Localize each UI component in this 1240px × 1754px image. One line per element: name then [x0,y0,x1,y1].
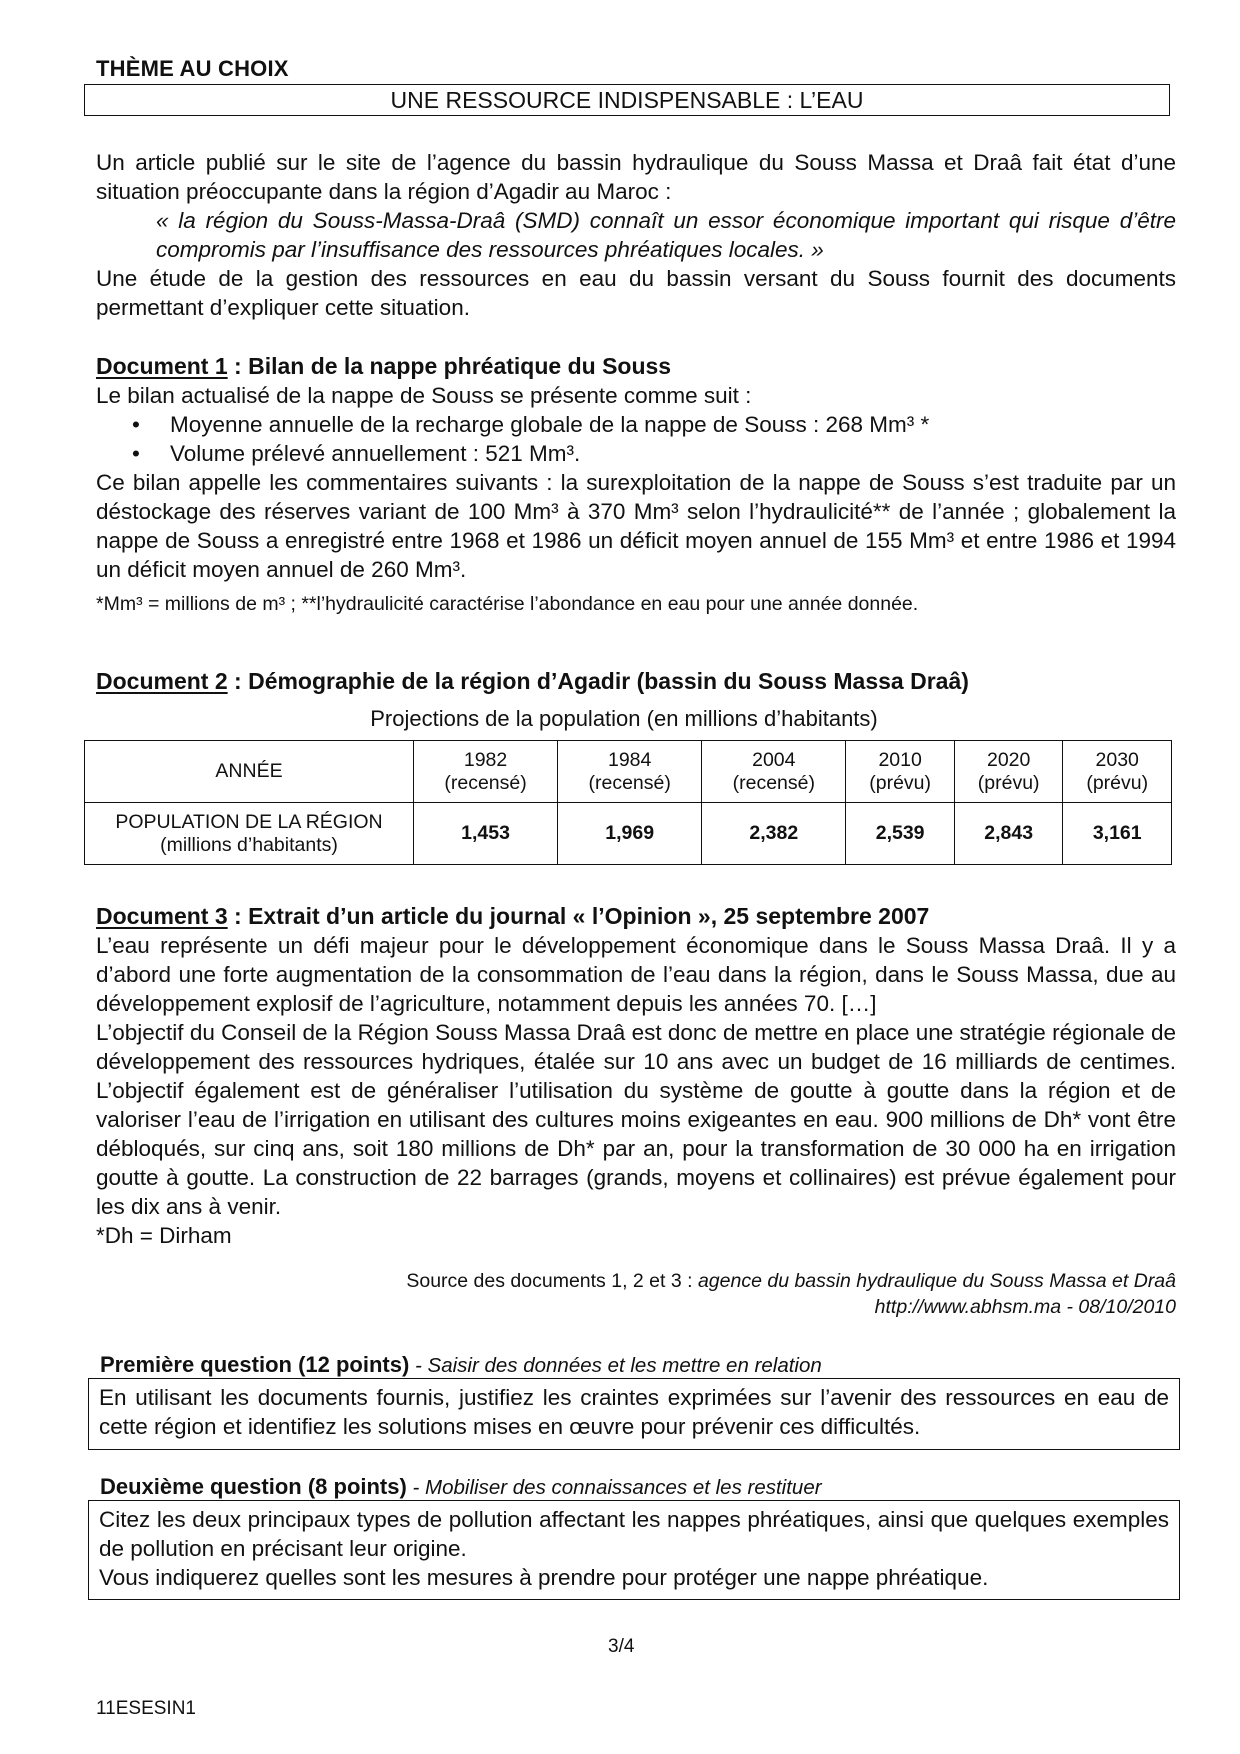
intro-paragraph-2: Une étude de la gestion des ressources en eau du bassin versant du Souss fournit des documents permettant d’expliquer cette situation. [96,266,1176,320]
theme-title-box: UNE RESSOURCE INDISPENSABLE : L’EAU [84,84,1170,116]
year-status: (prévu) [1086,771,1149,794]
doc1-footnote: *Mm³ = millions de m³ ; **l’hydraulicité caractérise l’abondance en eau pour une année donnée. [96,593,919,615]
doc3-paragraph-2: L’objectif du Conseil de la Région Souss Massa Draâ est donc de mettre en place une stratégie régionale de développement des ressources hydriques, étalée sur 10 ans avec un budget de 16 milliards de centimes. L’objectif également est de généraliser l’utilisation du système de goutte à goutte dans la région et de valoriser l’eau de l’irrigation en utilisant des cultures moins exigeantes en eau. 900 millions de Dh* vont être débloqués, sur cinq ans, soit 180 millions de Dh* par an, pour la transformation de 30 000 ha en irrigation goutte à goutte. La construction de 22 barrages (grands, moyens et collinaires) est prévue également pour les dix ans à venir. [96,1020,1176,1219]
q1-subtitle: - Saisir des données et les mettre en relation [409,1354,822,1377]
doc2-caption: Projections de la population (en millions d’habitants) [370,706,878,731]
doc3-title: : Extrait d’un article du journal « l’Opinion », 25 septembre 2007 [227,903,930,929]
document-code: 11ESESIN1 [96,1698,196,1719]
year-label: 2004 [752,748,796,771]
population-value: 2,539 [846,803,955,865]
year-cell [558,741,702,803]
population-header-line: POPULATION DE LA RÉGION [115,810,383,833]
year-label: 2020 [986,748,1031,771]
year-cell [414,741,558,803]
q1-box: En utilisant les documents fournis, justifiez les craintes exprimées sur l’avenir des ressources en eau de cette région et identifiez les solutions mises en œuvre pour prévenir ces difficultés. [88,1378,1180,1450]
population-value: 2,843 [954,803,1063,865]
doc3-heading [96,902,1176,931]
list-item: • Moyenne annuelle de la recharge globale de la nappe de Souss : 268 Mm³ * [96,410,1176,439]
list-item: • Volume prélevé annuellement : 521 Mm³. [96,439,1176,468]
doc2-heading [96,668,969,695]
year-label: 2030 [1095,748,1139,771]
q1-heading [100,1352,822,1378]
table-row [85,803,1172,865]
doc1-lead: Le bilan actualisé de la nappe de Souss se présente comme suit : [96,383,752,408]
year-label: 1984 [607,748,652,771]
doc3-footnote: *Dh = Dirham [96,1223,232,1248]
year-status: (prévu) [977,771,1040,794]
q2-title: Deuxième question (8 points) [100,1474,407,1499]
q2-box [88,1500,1180,1600]
document-3 [96,902,1176,1250]
doc1-label: Document 1 [96,353,228,379]
source-url-date: http://www.abhsm.ma - 08/10/2010 [874,1296,1176,1318]
population-value: 2,382 [702,803,846,865]
q2-heading [100,1474,822,1500]
table-row-header: ANNÉE [85,741,414,803]
population-value: 1,453 [414,803,558,865]
document-1 [96,352,1176,619]
year-status: (prévu) [869,771,932,794]
theme-label: THÈME AU CHOIX [96,56,289,81]
source-agency: agence du bassin hydraulique du Souss Massa et Draâ [697,1270,1176,1292]
year-cell [954,741,1063,803]
doc3-paragraph-1: L’eau représente un défi majeur pour le développement économique dans le Souss Massa Draâ. Il y a d’abord une forte augmentation de la consommation de l’eau dans la région, dans le Souss Massa, due au développement explosif de l’agriculture, notamment depuis les années 70. […] [96,933,1176,1016]
doc1-comment: Ce bilan appelle les commentaires suivants : la surexploitation de la nappe de Souss s’est traduite par un déstockage des réserves variant de 100 Mm³ à 370 Mm³ selon l’hydraulicité** de l’année ; globalement la nappe de Souss a enregistré entre 1968 et 1986 un déficit moyen annuel de 155 Mm³ et entre 1986 et 1994 un déficit moyen annuel de 260 Mm³. [96,470,1176,582]
year-status: (recensé) [444,771,527,794]
doc1-title: : Bilan de la nappe phréatique du Souss [227,353,672,379]
q1-title: Première question (12 points) [100,1352,410,1377]
population-value: 3,161 [1063,803,1172,865]
table-row-header [85,803,414,865]
population-header-unit: (millions d’habitants) [160,833,338,856]
doc3-label: Document 3 [96,903,228,929]
q2-text-1: Citez les deux principaux types de pollution affectant les nappes phréatiques, ainsi que quelques exemples de pollution en précisant leur origine. [99,1507,1169,1561]
intro-paragraph: Un article publié sur le site de l’agence du bassin hydraulique du Souss Massa et Draâ fait état d’une situation préoccupante dans la région d’Agadir au Maroc : [96,150,1176,204]
source-citation [96,1268,1176,1320]
doc1-bullet-list [96,410,1176,468]
intro-section [96,148,1176,322]
population-table [84,740,1172,865]
year-cell [702,741,846,803]
q2-subtitle: - Mobiliser des connaissances et les restituer [406,1476,822,1499]
year-label: 2010 [878,748,922,771]
source-prefix: Source des documents 1, 2 et 3 : [406,1270,698,1292]
doc2-label: Document 2 [96,668,228,694]
year-label: 1982 [463,748,508,771]
year-status: (recensé) [732,771,815,794]
intro-quote: « la région du Souss-Massa-Draâ (SMD) connaît un essor économique important qui risque d’être compromis par l’insuffisance des ressources phréatiques locales. » [156,208,1176,262]
doc1-heading [96,352,1176,381]
q2-text-2: Vous indiquerez quelles sont les mesures à prendre pour protéger une nappe phréatique. [99,1565,989,1590]
population-value: 1,969 [558,803,702,865]
table-row [85,741,1172,803]
year-status: (recensé) [588,771,671,794]
year-cell [846,741,955,803]
year-cell [1063,741,1172,803]
doc2-title: : Démographie de la région d’Agadir (bassin du Souss Massa Draâ) [227,668,969,694]
page-number: 3/4 [608,1636,635,1657]
